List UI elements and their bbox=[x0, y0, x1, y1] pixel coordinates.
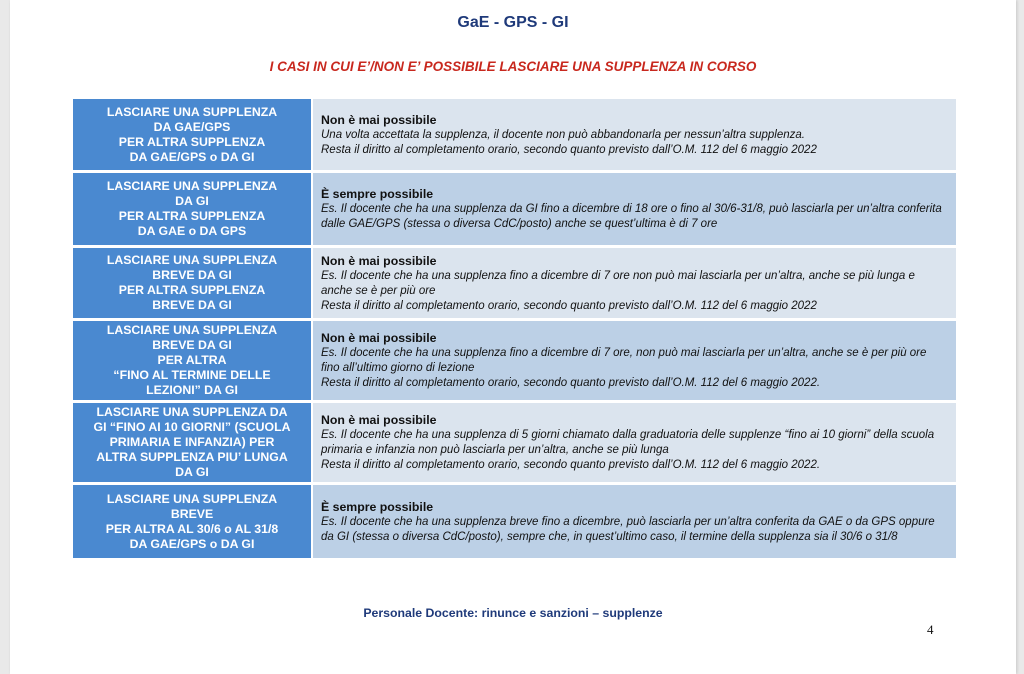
case-verdict: Non è mai possibile bbox=[321, 331, 437, 345]
footer-text: Personale Docente: rinunce e sanzioni – supplenze bbox=[363, 606, 663, 620]
case-label-line: LASCIARE UNA SUPPLENZA bbox=[106, 179, 278, 193]
case-label bbox=[73, 403, 311, 482]
case-label-line: BREVE bbox=[170, 506, 214, 521]
case-label-line: PER ALTRA bbox=[157, 353, 227, 367]
case-detail-line: Es. Il docente che ha una supplenza fino a dicembre di 7 ore non può mai lasciarla per un’altra, anche se più lunga e anche se è per più ore bbox=[321, 269, 915, 297]
case-label-line: ALTRA SUPPLENZA PIU’ LUNGA bbox=[96, 450, 288, 464]
case-label-line: PRIMARIA E INFANZIA) PER bbox=[109, 435, 275, 449]
case-row bbox=[73, 485, 956, 558]
case-label bbox=[73, 485, 311, 558]
case-detail-line: Resta il diritto al completamento orario, secondo quanto previsto dall’O.M. 112 del 6 maggio 2022 bbox=[321, 143, 817, 156]
case-description bbox=[311, 485, 956, 558]
case-verdict: È sempre possibile bbox=[321, 499, 434, 514]
case-label-line: “FINO AL TERMINE DELLE bbox=[113, 368, 271, 382]
page-subtitle: I CASI IN CUI E’/NON E’ POSSIBILE LASCIARE UNA SUPPLENZA IN CORSO bbox=[269, 59, 757, 74]
case-label-line: DA GAE/GPS o DA GI bbox=[129, 149, 255, 164]
case-label bbox=[73, 99, 311, 170]
case-label-line: LASCIARE UNA SUPPLENZA bbox=[106, 253, 278, 267]
case-label-line: DA GI bbox=[175, 465, 209, 479]
case-label-line: BREVE DA GI bbox=[152, 268, 232, 282]
case-detail-line: Es. Il docente che ha una supplenza di 5 giorni chiamato dalla graduatoria delle supplenze “fino ai 10 giorni” della scuola primaria e infanzia non può lasciarla per un’altra, anche se più lunga bbox=[321, 429, 935, 456]
case-label-line: LASCIARE UNA SUPPLENZA bbox=[106, 104, 278, 119]
case-row bbox=[73, 99, 956, 170]
case-label-line: LASCIARE UNA SUPPLENZA DA bbox=[96, 405, 288, 419]
case-label-line: DA GI bbox=[175, 194, 209, 208]
case-detail-line: Es. Il docente che ha una supplenza breve fino a dicembre, può lasciarla per un’altra conferita da GAE o da GPS oppure da GI (stessa o diversa CdC/posto), sempre che, in quest’ultimo caso, il termine della supplenza sia il 30/6 o 31/8 bbox=[321, 515, 935, 543]
page-number: 4 bbox=[927, 622, 934, 637]
case-label-line: PER ALTRA SUPPLENZA bbox=[118, 209, 266, 223]
case-label-line: BREVE DA GI bbox=[152, 298, 232, 312]
case-label bbox=[73, 173, 311, 245]
case-row bbox=[73, 173, 956, 245]
case-label-line: DA GAE o DA GPS bbox=[137, 224, 247, 238]
case-row bbox=[73, 403, 956, 482]
case-description bbox=[311, 403, 956, 482]
case-verdict: È sempre possibile bbox=[321, 187, 434, 201]
case-detail-line: Es. Il docente che ha una supplenza fino a dicembre di 7 ore, non può mai lasciarla per un’altra, anche se è per più ore fino all’ultimo giorno di lezione bbox=[321, 347, 927, 374]
case-label-line: DA GAE/GPS bbox=[153, 119, 231, 134]
case-label-line: LEZIONI” DA GI bbox=[146, 383, 238, 397]
case-label-line: LASCIARE UNA SUPPLENZA bbox=[106, 323, 278, 337]
case-label-line: BREVE DA GI bbox=[152, 338, 232, 352]
case-row bbox=[73, 248, 956, 318]
case-row bbox=[73, 321, 956, 400]
case-label bbox=[73, 321, 311, 400]
case-label-line: GI “FINO AI 10 GIORNI” (SCUOLA bbox=[93, 420, 291, 434]
case-label-line: PER ALTRA AL 30/6 o AL 31/8 bbox=[105, 521, 279, 536]
case-verdict: Non è mai possibile bbox=[321, 253, 437, 268]
case-label-line: DA GAE/GPS o DA GI bbox=[129, 536, 255, 551]
case-verdict: Non è mai possibile bbox=[321, 112, 437, 127]
case-detail-line: Es. Il docente che ha una supplenza da GI fino a dicembre di 18 ore o fino al 30/6-31/8, può lasciarla per un’altra conferita dalle GAE/GPS (stessa o diversa CdC/posto) anche se quest’ultima è di 7 ore bbox=[321, 203, 942, 230]
case-detail-line: Resta il diritto al completamento orario, secondo quanto previsto dall’O.M. 112 del 6 maggio 2022 bbox=[321, 299, 817, 312]
case-description bbox=[311, 173, 956, 245]
case-description bbox=[311, 99, 956, 170]
case-detail-line: Resta il diritto al completamento orario, secondo quanto previsto dall’O.M. 112 del 6 maggio 2022. bbox=[321, 459, 821, 471]
case-verdict: Non è mai possibile bbox=[321, 413, 437, 427]
case-detail-line: Una volta accettata la supplenza, il docente non può abbandonarla per nessun’altra supplenza. bbox=[321, 128, 805, 141]
case-label-line: LASCIARE UNA SUPPLENZA bbox=[106, 491, 278, 506]
case-description bbox=[311, 248, 956, 318]
case-detail-line: Resta il diritto al completamento orario, secondo quanto previsto dall’O.M. 112 del 6 maggio 2022. bbox=[321, 377, 821, 389]
document-page bbox=[10, 0, 1016, 674]
page-title: GaE - GPS - GI bbox=[457, 14, 569, 31]
case-label-line: PER ALTRA SUPPLENZA bbox=[118, 283, 266, 297]
cases-table bbox=[73, 96, 956, 561]
case-label bbox=[73, 248, 311, 318]
case-label-line: PER ALTRA SUPPLENZA bbox=[118, 134, 266, 149]
case-description bbox=[311, 321, 956, 400]
